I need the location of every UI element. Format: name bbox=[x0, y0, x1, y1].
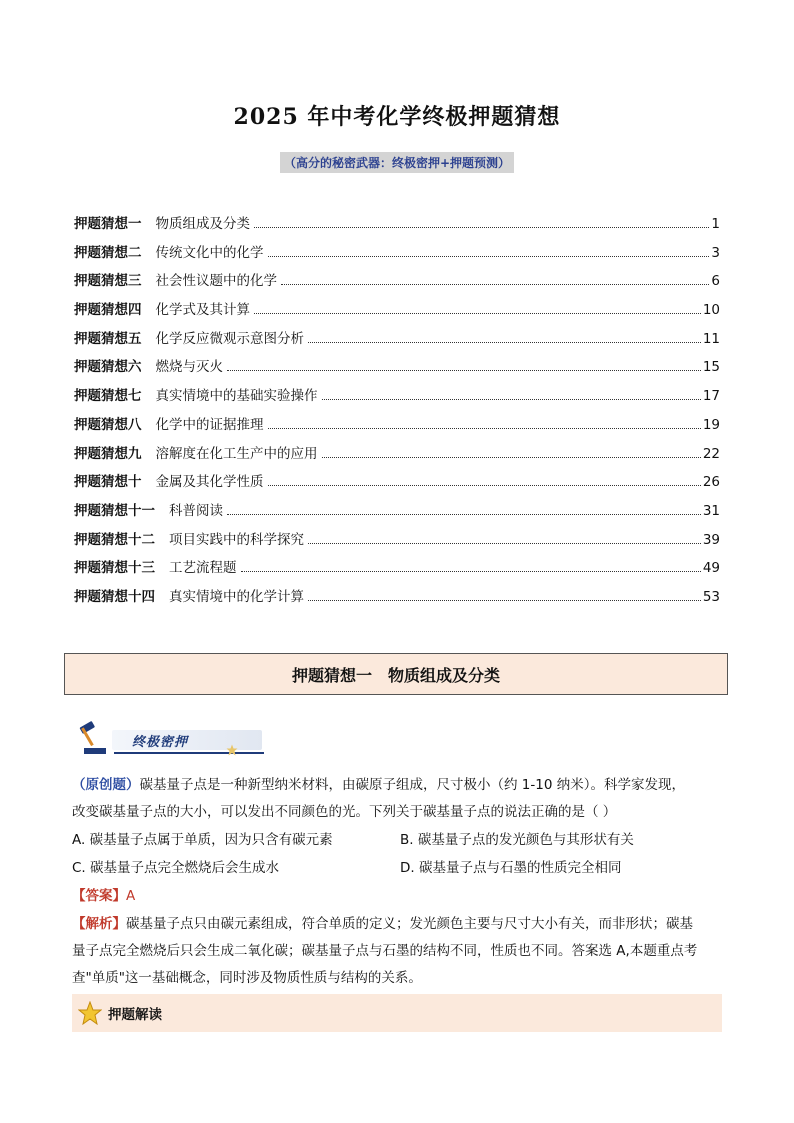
toc-entry-label: 社会性议题中的化学 bbox=[155, 273, 277, 290]
toc-leader-dots bbox=[308, 600, 701, 601]
toc-entry-label: 化学式及其计算 bbox=[155, 302, 250, 319]
toc-leader-dots bbox=[268, 428, 701, 429]
toc-entry-number: 押题猜想八 bbox=[74, 416, 142, 433]
toc-entry-number: 押题猜想四 bbox=[74, 302, 142, 319]
toc-entry-number: 押题猜想九 bbox=[74, 445, 142, 462]
gavel-icon bbox=[74, 718, 114, 758]
toc-entry[interactable] bbox=[74, 384, 720, 413]
toc-leader-dots bbox=[281, 284, 709, 285]
toc-entry-page: 15 bbox=[702, 359, 720, 376]
toc-leader-dots bbox=[241, 571, 701, 572]
toc-entry-number: 押题猜想一 bbox=[74, 216, 142, 232]
toc-entry-page: 3 bbox=[711, 244, 720, 261]
option-c: C. 碳基量子点完全燃烧后会生成水 bbox=[72, 860, 280, 876]
toc-leader-dots bbox=[308, 342, 701, 343]
toc-entry[interactable] bbox=[74, 585, 720, 614]
question-stem-text-1: 碳基量子点是一种新型纳米材料，由碳原子组成，尺寸极小（约 1-10 纳米）。科学家发现， bbox=[139, 777, 685, 793]
answer-label: 【答案】 bbox=[72, 888, 126, 904]
toc-entry-page: 1 bbox=[711, 216, 720, 232]
question-lead: （原创题） bbox=[72, 777, 140, 793]
toc-entry[interactable] bbox=[74, 413, 720, 442]
section-heading: 押题猜想一 物质组成及分类 bbox=[64, 653, 728, 695]
toc-entry-number: 押题猜想三 bbox=[74, 273, 142, 290]
toc-leader-dots bbox=[268, 256, 710, 257]
toc-entry-page: 11 bbox=[702, 330, 720, 347]
badge-underline bbox=[114, 752, 264, 754]
document-subtitle: （高分的秘密武器：终极密押+押题预测） bbox=[280, 152, 514, 173]
toc-entry-label: 化学中的证据推理 bbox=[155, 416, 264, 433]
toc-entry[interactable] bbox=[74, 241, 720, 270]
toc-entry-label: 传统文化中的化学 bbox=[155, 244, 264, 261]
toc-entry[interactable] bbox=[74, 212, 720, 241]
toc-leader-dots bbox=[322, 399, 701, 400]
question-stem-line-2: 改变碳基量子点的大小，可以发出不同颜色的光。下列关于碳基量子点的说法正确的是（ ） bbox=[72, 804, 617, 820]
subtitle-wrap bbox=[0, 152, 794, 173]
toc-entry-label: 金属及其化学性质 bbox=[155, 474, 264, 491]
toc-entry[interactable] bbox=[74, 327, 720, 356]
toc-entry-label: 真实情境中的化学计算 bbox=[169, 588, 304, 605]
toc-entry[interactable] bbox=[74, 298, 720, 327]
toc-entry-number: 押题猜想七 bbox=[74, 388, 142, 405]
toc-entry-page: 31 bbox=[702, 502, 720, 519]
document-title: 2025 年中考化学终极押题猜想 bbox=[233, 104, 561, 130]
toc-entry-page: 10 bbox=[702, 302, 720, 319]
table-of-contents bbox=[74, 212, 720, 614]
toc-entry-page: 26 bbox=[702, 474, 720, 491]
toc-leader-dots bbox=[254, 227, 709, 228]
toc-entry-page: 39 bbox=[702, 531, 720, 548]
toc-entry[interactable] bbox=[74, 470, 720, 499]
toc-leader-dots bbox=[268, 485, 701, 486]
toc-leader-dots bbox=[322, 457, 701, 458]
toc-entry-page: 19 bbox=[702, 416, 720, 433]
answer-line bbox=[72, 886, 732, 906]
toc-entry-label: 项目实践中的科学探究 bbox=[169, 531, 304, 548]
analysis-text-1: 碳基量子点只由碳元素组成，符合单质的定义；发光颜色主要与尺寸大小有关，而非形状；碳基 bbox=[126, 916, 693, 932]
toc-entry-page: 53 bbox=[702, 588, 720, 605]
analysis-line-3: 查"单质"这一基础概念，同时涉及物质性质与结构的关系。 bbox=[72, 970, 422, 986]
toc-entry-number: 押题猜想十 bbox=[74, 474, 142, 491]
option-a: A. 碳基量子点属于单质，因为只含有碳元素 bbox=[72, 832, 333, 848]
toc-entry-number: 押题猜想十三 bbox=[74, 560, 155, 577]
toc-entry[interactable] bbox=[74, 355, 720, 384]
star-icon bbox=[78, 1001, 102, 1025]
toc-entry-label: 燃烧与灭火 bbox=[155, 359, 223, 376]
toc-entry-page: 6 bbox=[711, 273, 720, 290]
toc-entry-number: 押题猜想十二 bbox=[74, 531, 155, 548]
toc-entry-page: 22 bbox=[702, 445, 720, 462]
toc-entry-number: 押题猜想五 bbox=[74, 330, 142, 347]
analysis-line-2: 量子点完全燃烧后只会生成二氧化碳；碳基量子点与石墨的结构不同，性质也不同。答案选 A,本题重点考 bbox=[72, 943, 698, 959]
toc-entry[interactable] bbox=[74, 499, 720, 528]
toc-entry-label: 科普阅读 bbox=[169, 502, 223, 519]
badge-label: 终极密押 bbox=[132, 735, 189, 750]
toc-leader-dots bbox=[227, 370, 701, 371]
star-icon bbox=[226, 744, 238, 756]
toc-entry-number: 押题猜想二 bbox=[74, 244, 142, 261]
toc-entry[interactable] bbox=[74, 528, 720, 557]
question-stem-line-1 bbox=[72, 775, 732, 795]
toc-entry[interactable] bbox=[74, 269, 720, 298]
toc-leader-dots bbox=[308, 543, 701, 544]
interpretation-bar bbox=[72, 994, 722, 1032]
toc-entry-number: 押题猜想十一 bbox=[74, 502, 155, 519]
interpretation-label: 押题解读 bbox=[108, 1007, 162, 1023]
option-b: B. 碳基量子点的发光颜色与其形状有关 bbox=[400, 832, 634, 848]
answer-value: A bbox=[126, 888, 136, 904]
toc-entry-label: 物质组成及分类 bbox=[155, 216, 250, 232]
toc-entry-label: 工艺流程题 bbox=[169, 560, 237, 577]
toc-entry[interactable] bbox=[74, 442, 720, 471]
option-d: D. 碳基量子点与石墨的性质完全相同 bbox=[400, 860, 622, 876]
toc-entry-page: 17 bbox=[702, 388, 720, 405]
toc-entry-number: 押题猜想十四 bbox=[74, 588, 155, 605]
toc-entry-number: 押题猜想六 bbox=[74, 359, 142, 376]
toc-leader-dots bbox=[254, 313, 701, 314]
toc-entry-label: 溶解度在化工生产中的应用 bbox=[155, 445, 318, 462]
badge-logo bbox=[74, 718, 244, 758]
toc-entry-page: 49 bbox=[702, 560, 720, 577]
analysis-line-1 bbox=[72, 914, 732, 934]
toc-entry-label: 化学反应微观示意图分析 bbox=[155, 330, 304, 347]
toc-entry[interactable] bbox=[74, 556, 720, 585]
toc-leader-dots bbox=[227, 514, 701, 515]
analysis-label: 【解析】 bbox=[72, 916, 126, 932]
toc-entry-label: 真实情境中的基础实验操作 bbox=[155, 388, 318, 405]
